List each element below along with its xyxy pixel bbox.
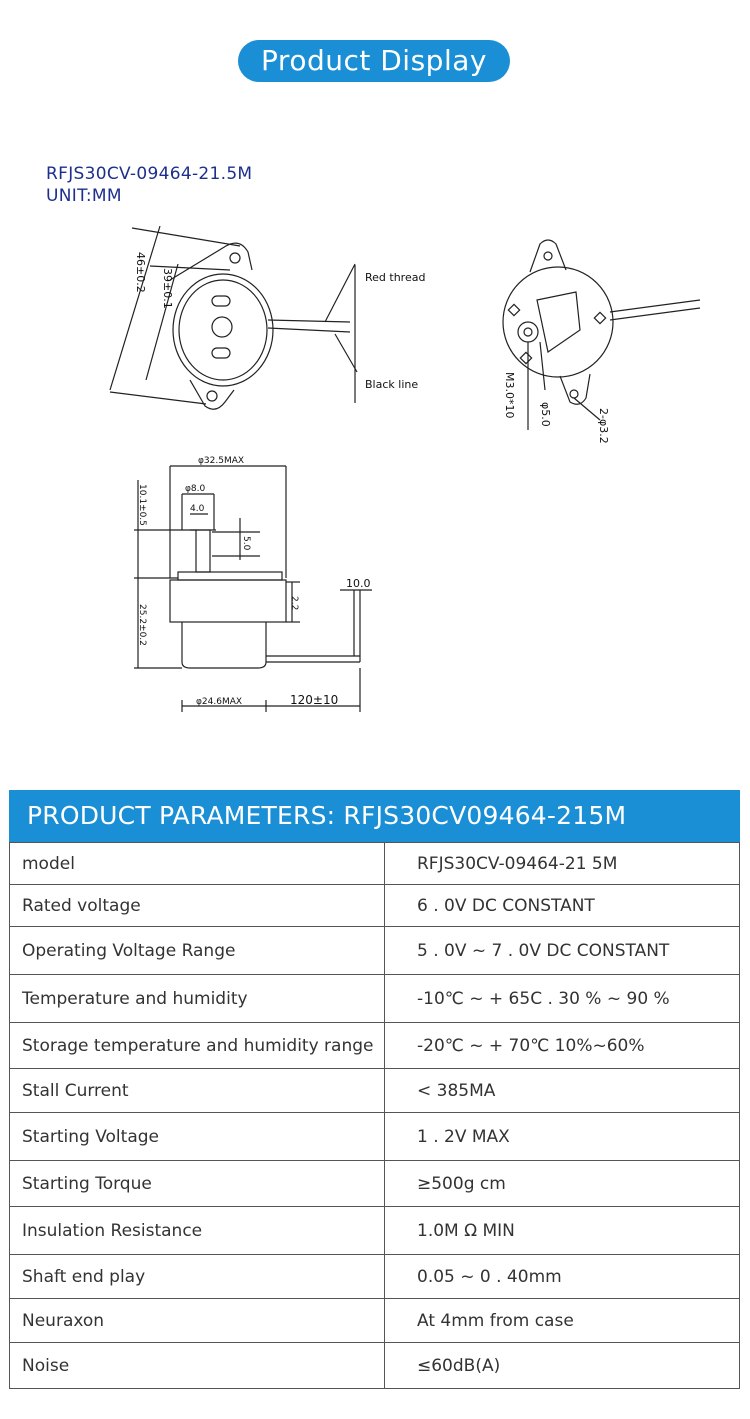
param-value: ≤60dB(A) — [385, 1343, 740, 1389]
back-view-drawing — [503, 240, 700, 430]
param-label: model — [10, 843, 385, 885]
dim-252: 25.2±0.2 — [137, 604, 147, 646]
param-value: 1 . 2V MAX — [385, 1113, 740, 1161]
table-row — [10, 1343, 740, 1389]
table-row — [10, 1299, 740, 1343]
table-row — [10, 1207, 740, 1255]
param-label: Starting Torque — [10, 1161, 385, 1207]
param-value: < 385MA — [385, 1069, 740, 1113]
table-row — [10, 1255, 740, 1299]
param-value: -20℃ ~ + 70℃ 10%~60% — [385, 1023, 740, 1069]
side-view-drawing — [134, 466, 372, 712]
param-value: 1.0M Ω MIN — [385, 1207, 740, 1255]
dim-10: 10.0 — [346, 577, 371, 590]
dim-4: 4.0 — [190, 504, 205, 514]
dim-2d32: 2-φ3.2 — [597, 408, 610, 444]
param-label: Stall Current — [10, 1069, 385, 1113]
drawing-unit: UNIT:MM — [46, 186, 122, 206]
parameters-table — [9, 842, 740, 1389]
param-value: 0.05 ~ 0 . 40mm — [385, 1255, 740, 1299]
param-value: ≥500g cm — [385, 1161, 740, 1207]
param-value: -10℃ ~ + 65C . 30 % ~ 90 % — [385, 975, 740, 1023]
parameters-title: PRODUCT PARAMETERS: RFJS30CV09464-215M — [9, 790, 740, 842]
param-value: 5 . 0V ~ 7 . 0V DC CONSTANT — [385, 927, 740, 975]
dim-39: 39±0.1 — [161, 268, 174, 309]
param-label: Operating Voltage Range — [10, 927, 385, 975]
param-value: At 4mm from case — [385, 1299, 740, 1343]
param-label: Shaft end play — [10, 1255, 385, 1299]
param-value: 6 . 0V DC CONSTANT — [385, 885, 740, 927]
drawing-model-number: RFJS30CV-09464-21.5M — [46, 164, 253, 184]
dim-m3: M3.0*10 — [503, 372, 516, 419]
param-label: Temperature and humidity — [10, 975, 385, 1023]
table-row — [10, 1069, 740, 1113]
table-row — [10, 885, 740, 927]
param-value: RFJS30CV-09464-21 5M — [385, 843, 740, 885]
dim-325: φ32.5MAX — [198, 456, 245, 466]
dim-120: 120±10 — [290, 693, 339, 707]
table-row — [10, 1113, 740, 1161]
param-label: Storage temperature and humidity range — [10, 1023, 385, 1069]
dim-8: φ8.0 — [185, 484, 206, 494]
dim-5: 5.0 — [241, 536, 251, 551]
dim-46: 46±0.2 — [134, 252, 147, 293]
table-row — [10, 975, 740, 1023]
dim-22: 2.2 — [289, 596, 299, 611]
param-label: Insulation Resistance — [10, 1207, 385, 1255]
param-label: Neuraxon — [10, 1299, 385, 1343]
section-title-pill: Product Display — [238, 40, 510, 82]
param-label: Rated voltage — [10, 885, 385, 927]
label-black-line: Black line — [365, 378, 419, 391]
dim-246: φ24.6MAX — [196, 697, 243, 707]
label-red-thread: Red thread — [365, 271, 426, 284]
table-row — [10, 1023, 740, 1069]
table-row — [10, 843, 740, 885]
dim-d5: φ5.0 — [539, 402, 552, 427]
product-parameters-section — [9, 790, 740, 1389]
dim-101: 10.1±0.5 — [137, 484, 147, 526]
table-row — [10, 927, 740, 975]
param-label: Starting Voltage — [10, 1113, 385, 1161]
param-label: Noise — [10, 1343, 385, 1389]
table-row — [10, 1161, 740, 1207]
